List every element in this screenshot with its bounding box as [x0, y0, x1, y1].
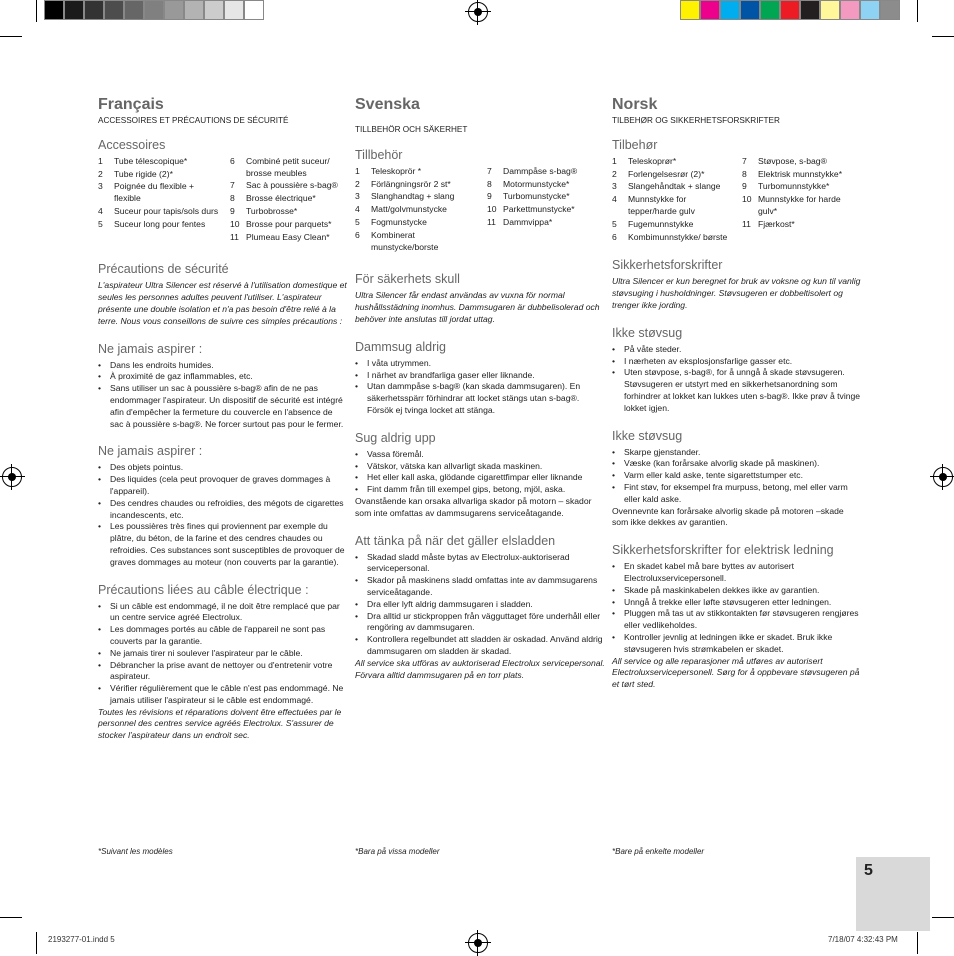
bullet-item: • En skadet kabel må bare byttes av autorisert Electroluxservicepersonell.: [624, 561, 862, 585]
accessory-item: [612, 194, 732, 218]
accessory-item: [230, 180, 348, 192]
item-label: Dammpåse s-bag®: [503, 165, 578, 176]
item-number: 10: [742, 194, 752, 205]
bullet-item: • Ne jamais tirer ni soulever l'aspirateur par le câble.: [110, 648, 348, 660]
accessory-item: [98, 219, 220, 231]
color-swatch: [800, 0, 820, 20]
registration-mark-icon: [2, 467, 22, 487]
color-swatch: [164, 0, 184, 20]
item-number: 8: [230, 193, 235, 204]
item-number: 3: [98, 181, 103, 192]
crop-mark: [0, 917, 22, 918]
item-number: 4: [355, 204, 360, 215]
bullet-item: • Débrancher la prise avant de nettoyer ou d'entretenir votre aspirateur.: [110, 660, 348, 684]
safety-heading: För säkerhets skull: [355, 272, 460, 287]
crop-mark: [36, 0, 37, 22]
item-number: 11: [487, 216, 496, 227]
color-bar-left: [44, 0, 264, 22]
accessory-item: [230, 193, 348, 205]
item-number: 1: [355, 165, 360, 176]
bullet-item: • Kontroller jevnlig at ledningen ikke er skadet. Bruk ikke støvsugeren hvis strømkabelen er skadet.: [624, 632, 862, 656]
bullet-item: • Vätskor, vätska kan allvarligt skada maskinen.: [367, 461, 605, 473]
color-swatch: [680, 0, 700, 20]
bullet-item: • Kontrollera regelbundet att sladden är oskadad. Använd aldrig dammsugaren om sladden är skadad.: [367, 634, 605, 658]
item-number: 9: [230, 205, 235, 216]
accessory-item: [487, 217, 605, 229]
accessory-item: [230, 206, 348, 218]
accessory-item: [742, 219, 862, 231]
bullet-item: • Het eller kall aska, glödande cigarettfimpar eller liknande: [367, 472, 605, 484]
bullet-item: • Pluggen må tas ut av stikkontakten før støvsugeren rengjøres eller vedlikeholdes.: [624, 608, 862, 632]
never-vacuum-list-2: [98, 462, 348, 568]
item-label: Combiné petit suceur/ brosse meubles: [246, 155, 330, 178]
color-swatch: [840, 0, 860, 20]
item-number: 1: [612, 155, 617, 166]
accessory-item: [355, 230, 477, 254]
accessory-item: [355, 179, 477, 191]
cable-heading: Sikkerhetsforskrifter for elektrisk ledning: [612, 543, 834, 558]
color-swatch: [820, 0, 840, 20]
accessory-item: [742, 169, 862, 181]
accessories-list: [355, 166, 605, 255]
item-number: 1: [98, 155, 103, 166]
cable-list: [355, 552, 605, 658]
bullet-item: • Dra alltid ur stickproppen från vägguttaget före underhåll eller rengöring av dammsugaren.: [367, 611, 605, 635]
color-swatch: [740, 0, 760, 20]
accessory-item: [742, 194, 862, 218]
color-bar-right: [680, 0, 900, 22]
item-label: Fjærkost*: [758, 218, 795, 229]
footnote: *Bare på enkelte modeller: [612, 847, 705, 856]
item-label: Turbomunnstykke*: [758, 181, 830, 192]
accessory-item: [98, 156, 220, 168]
accessory-item: [612, 181, 732, 193]
accessory-item: [742, 156, 862, 168]
color-swatch: [204, 0, 224, 20]
registration-mark-icon: [933, 467, 953, 487]
color-swatch: [700, 0, 720, 20]
item-label: Turbobrosse*: [246, 205, 298, 216]
never-vacuum-list-2: [612, 447, 862, 506]
item-label: Förlängningsrör 2 st*: [371, 178, 451, 189]
item-label: Kombimunnstykke/ børste: [628, 231, 728, 242]
footnote: *Suivant les modèles: [98, 847, 173, 856]
item-label: Munnstykke for harde gulv*: [758, 194, 841, 216]
bullet-item: • Des cendres chaudes ou refroidies, des mégots de cigarettes incandescents, etc.: [110, 498, 348, 522]
item-label: Tube rigide (2)*: [114, 168, 173, 179]
item-label: Fogmunstycke: [371, 216, 427, 227]
color-swatch: [720, 0, 740, 20]
bullet-item: • Les dommages portés au câble de l'appareil ne sont pas couverts par la garantie.: [110, 624, 348, 648]
item-number: 3: [355, 191, 360, 202]
color-swatch: [144, 0, 164, 20]
item-number: 11: [742, 218, 751, 229]
bullet-item: • Unngå å trekke eller løfte støvsugeren etter ledningen.: [624, 597, 862, 609]
never-vacuum-list: [612, 344, 862, 415]
color-swatch: [44, 0, 64, 20]
bullet-item: • Dra eller lyft aldrig dammsugaren i sladden.: [367, 599, 605, 611]
item-label: Slangehåndtak + slange: [628, 181, 721, 192]
item-number: 4: [98, 205, 103, 216]
item-label: Støvpose, s-bag®: [758, 155, 827, 166]
item-number: 9: [487, 191, 492, 202]
bullet-item: • Væske (kan forårsake alvorlig skade på maskinen).: [624, 458, 862, 470]
item-number: 10: [230, 218, 240, 229]
bullet-item: • På våte steder.: [624, 344, 862, 356]
never-vacuum-list: [98, 360, 348, 431]
item-label: Teleskoprør*: [628, 155, 677, 166]
item-label: Turbomunstycke*: [503, 191, 570, 202]
color-swatch: [124, 0, 144, 20]
accessories-list: [98, 156, 348, 245]
registration-mark-icon: [468, 933, 488, 953]
crop-mark: [932, 36, 954, 37]
bullet-item: • Uten støvpose, s-bag®, for å unngå å skade støvsugeren. Støvsugeren er utstyrt med en sikkerhetsanordning som forhindrer at lokket kan lukkes uten s-bag®. Ikke prøv å tvinge lokket igjen.: [624, 367, 862, 414]
accessory-item: [612, 169, 732, 181]
bullet-item: • Utan dammpåse s-bag® (kan skada dammsugaren). En säkerhetsspärr förhindrar att locket stängs utan s-bag®. Försök ej tvinga locket att stänga.: [367, 381, 605, 416]
item-label: Tube télescopique*: [114, 155, 188, 166]
item-number: 3: [612, 181, 617, 192]
safety-intro: Ultra Silencer er kun beregnet for bruk av voksne og kun til vanlig støvsuging i husholdninger. Støvsugeren er dobbeltisolert og trenger ikke jording.: [612, 276, 861, 310]
item-number: 11: [230, 231, 239, 242]
item-number: 2: [612, 168, 617, 179]
item-number: 9: [742, 181, 747, 192]
section-subtitle: TILBEHØR OG SIKKERHETSFORSKRIFTER: [612, 116, 780, 125]
service-note: All service ska utföras av auktoriserad Electrolux servicepersonal. Förvara alltid dammsugaren på en torr plats.: [355, 657, 605, 680]
bullet-item: • Si un câble est endommagé, il ne doit être remplacé que par un centre service agréé Electrolux.: [110, 601, 348, 625]
never-vacuum-list: [355, 358, 605, 417]
color-swatch: [184, 0, 204, 20]
registration-mark-icon: [468, 2, 488, 22]
item-number: 6: [612, 231, 617, 242]
color-swatch: [760, 0, 780, 20]
bullet-item: • À proximité de gaz inflammables, etc.: [110, 371, 348, 383]
item-number: 7: [230, 180, 235, 191]
column-swedish: [355, 96, 605, 681]
crop-mark: [0, 36, 22, 37]
item-label: Suceur long pour fentes: [114, 218, 206, 229]
item-label: Dammvippa*: [503, 216, 553, 227]
item-label: Slanghandtag + slang: [371, 191, 455, 202]
item-label: Munnstykke for tepper/harde gulv: [628, 194, 695, 216]
item-number: 7: [487, 165, 492, 176]
bullet-item: • Des liquides (cela peut provoquer de graves dommages à l'appareil).: [110, 474, 348, 498]
color-swatch: [780, 0, 800, 20]
motor-damage-note: Ovanstående kan orsaka allvarliga skador på motorn – skador som inte omfattas av dammsugarens serviceåtagande.: [355, 495, 592, 518]
item-number: 6: [355, 229, 360, 240]
item-number: 2: [98, 168, 103, 179]
bullet-item: • Skarpe gjenstander.: [624, 447, 862, 459]
bullet-item: • I närhet av brandfarliga gaser eller liknande.: [367, 370, 605, 382]
color-swatch: [224, 0, 244, 20]
item-number: 7: [742, 155, 747, 166]
safety-intro: Ultra Silencer får endast användas av vuxna för normal hushållsstädning inomhus. Dammsugaren är dubbelisolerad och behöver inte anslutas till jordat uttag.: [355, 290, 600, 324]
item-label: Fugemunnstykke: [628, 218, 694, 229]
bullet-item: • Vassa föremål.: [367, 449, 605, 461]
item-label: Brosse électrique*: [246, 193, 316, 204]
cable-list: [98, 601, 348, 707]
item-label: Parkettmunstycke*: [503, 204, 575, 215]
page-number: 5: [864, 862, 873, 879]
item-number: 4: [612, 194, 617, 205]
accessory-item: [98, 206, 220, 218]
accessory-item: [355, 217, 477, 229]
item-label: Sac à poussière s-bag®: [246, 180, 338, 191]
crop-mark: [917, 0, 918, 22]
page-number-box: [856, 857, 930, 931]
item-number: 5: [98, 218, 103, 229]
bullet-item: • Vérifier régulièrement que le câble n'est pas endommagé. Ne jamais utiliser l'aspirateur si le câble est endommagé.: [110, 683, 348, 707]
accessory-item: [487, 204, 605, 216]
bullet-item: • Fint støv, for eksempel fra murpuss, betong, mel eller varm eller kald aske.: [624, 482, 862, 506]
motor-damage-note: Ovennevnte kan forårsake alvorlig skade på motoren –skade som ikke dekkes av garantien.: [612, 505, 844, 528]
bullet-item: • Sans utiliser un sac à poussière s-bag® afin de ne pas endommager l'aspirateur. Un dispositif de sécurité est intégré afin d'empêcher la fermeture du couvercle en l'absence de sac à poussière s-bag®. Ne forcer surtout pas pour le fermer.: [110, 383, 348, 430]
item-label: Matt/golvmunstycke: [371, 204, 447, 215]
never-pick-up-heading: Sug aldrig upp: [355, 430, 436, 445]
safety-intro: L'aspirateur Ultra Silencer est réservé à l'utilisation domestique et seules les personnes adultes peuvent l'utiliser. L'aspirateur présente une double isolation et n'a pas besoin d'être relié à la terre. Nous vous conseillons de suivre ces simples précautions :: [98, 280, 347, 326]
safety-heading: Sikkerhetsforskrifter: [612, 258, 723, 273]
column-french: [98, 96, 348, 742]
never-vacuum-heading: Ikke støvsug: [612, 325, 683, 340]
item-number: 8: [487, 178, 492, 189]
item-label: Poignée du flexible + flexible: [114, 181, 195, 204]
accessory-item: [742, 181, 862, 193]
accessory-item: [230, 232, 348, 244]
accessory-item: [355, 166, 477, 178]
accessory-item: [612, 232, 732, 244]
footnote: *Bara på vissa modeller: [355, 847, 440, 856]
item-number: 5: [355, 216, 360, 227]
item-label: Suceur pour tapis/sols durs: [114, 205, 219, 216]
column-norwegian: [612, 96, 862, 691]
bullet-item: • Des objets pointus.: [110, 462, 348, 474]
section-subtitle: TILLBEHÖR OCH SÄKERHET: [355, 125, 468, 134]
color-swatch: [104, 0, 124, 20]
crop-mark: [932, 917, 954, 918]
accessory-item: [230, 156, 348, 180]
item-number: 2: [355, 178, 360, 189]
cable-list: [612, 561, 862, 655]
item-number: 5: [612, 218, 617, 229]
accessories-list: [612, 156, 862, 245]
accessory-item: [612, 156, 732, 168]
accessory-item: [355, 191, 477, 203]
bullet-item: • Varm eller kald aske, tente sigarettstumper etc.: [624, 470, 862, 482]
item-label: Motormunstycke*: [503, 178, 570, 189]
language-heading: Français: [98, 96, 164, 113]
item-number: 6: [230, 155, 235, 166]
bullet-item: • I våta utrymmen.: [367, 358, 605, 370]
date-slug: 7/18/07 4:32:43 PM: [828, 935, 898, 944]
language-heading: Svenska: [355, 96, 420, 113]
bullet-item: • Dans les endroits humides.: [110, 360, 348, 372]
item-number: 8: [742, 168, 747, 179]
never-vacuum-heading-2: Ikke støvsug: [612, 428, 683, 443]
color-swatch: [84, 0, 104, 20]
accessories-heading: Tilbehør: [612, 137, 658, 152]
bullet-item: • Skade på maskinkabelen dekkes ikke av garantien.: [624, 585, 862, 597]
item-label: Teleskoprör *: [371, 165, 422, 176]
accessory-item: [230, 219, 348, 231]
accessory-item: [355, 204, 477, 216]
item-label: Kombinerat munstycke/borste: [371, 229, 439, 252]
accessory-item: [487, 166, 605, 178]
cable-heading: Att tänka på när det gäller elsladden: [355, 533, 556, 548]
accessory-item: [98, 169, 220, 181]
bullet-item: • I nærheten av eksplosjonsfarlige gasser etc.: [624, 356, 862, 368]
accessory-item: [98, 181, 220, 205]
item-label: Forlengelsesrør (2)*: [628, 168, 705, 179]
never-vacuum-heading-2: Ne jamais aspirer :: [98, 444, 203, 459]
file-slug: 2193277-01.indd 5: [48, 935, 115, 944]
language-heading: Norsk: [612, 96, 658, 113]
never-pick-up-list: [355, 449, 605, 496]
color-swatch: [64, 0, 84, 20]
bullet-item: • Skadad sladd måste bytas av Electrolux-auktoriserad servicepersonal.: [367, 552, 605, 576]
bullet-item: • Skador på maskinens sladd omfattas inte av dammsugarens serviceåtagande.: [367, 575, 605, 599]
accessory-item: [487, 179, 605, 191]
color-swatch: [880, 0, 900, 20]
color-swatch: [860, 0, 880, 20]
never-vacuum-heading: Ne jamais aspirer :: [98, 341, 203, 356]
crop-mark: [36, 932, 37, 954]
accessories-heading: Accessoires: [98, 137, 166, 152]
item-label: Plumeau Easy Clean*: [246, 231, 330, 242]
accessories-heading: Tillbehör: [355, 147, 403, 162]
accessory-item: [487, 191, 605, 203]
bullet-item: • Fint damm från till exempel gips, betong, mjöl, aska.: [367, 484, 605, 496]
color-swatch: [244, 0, 264, 20]
item-number: 10: [487, 204, 497, 215]
item-label: Brosse pour parquets*: [246, 218, 332, 229]
crop-mark: [917, 932, 918, 954]
cable-heading: Précautions liées au câble électrique :: [98, 582, 309, 597]
item-label: Elektrisk munnstykke*: [758, 168, 843, 179]
service-note: Toutes les révisions et réparations doivent être effectuées par le personnel des centres service agréés Electrolux. S'assurer de stocker l'aspirateur dans un endroit sec.: [98, 706, 342, 741]
service-note: All service og alle reparasjoner må utføres av autorisert Electroluxservicepersonell. Sørg for å oppbevare støvsugeren på et tørt sted.: [612, 655, 860, 690]
accessory-item: [612, 219, 732, 231]
section-subtitle: ACCESSOIRES ET PRÉCAUTIONS DE SÉCURITÉ: [98, 116, 289, 125]
safety-heading: Précautions de sécurité: [98, 262, 229, 277]
never-vacuum-heading: Dammsug aldrig: [355, 339, 447, 354]
bullet-item: • Les poussières très fines qui proviennent par exemple du plâtre, du béton, de la farine et des cendres chaudes ou refroidies. Ces substances sont susceptibles de provoquer de graves dommages au moteur (non couverts par la garantie).: [110, 521, 348, 568]
